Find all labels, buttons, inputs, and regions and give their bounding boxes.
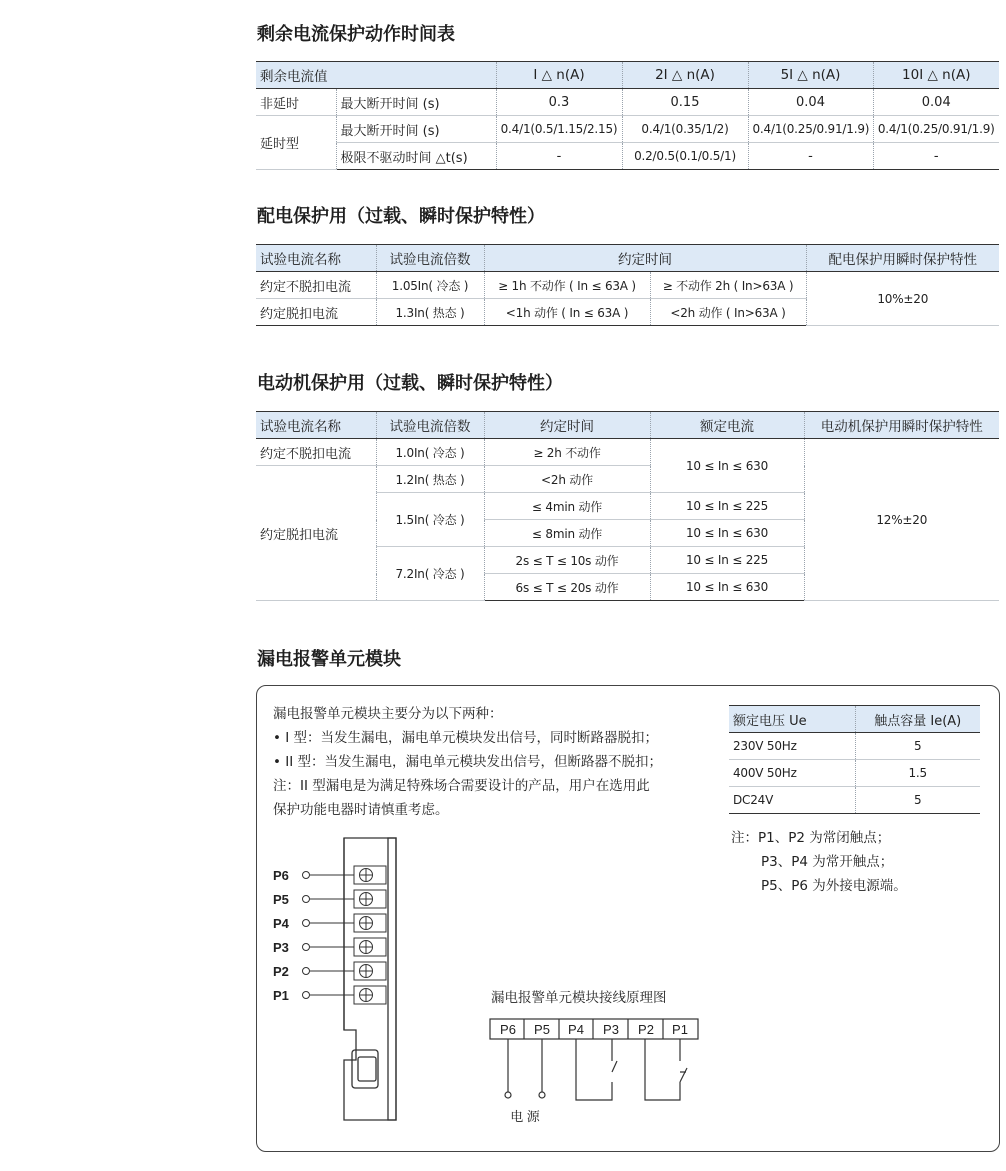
header-cell: 触点容量 Ie(A) — [855, 706, 980, 733]
terminal-label: P6 — [273, 868, 289, 883]
header-cell: I △ n(A) — [496, 62, 622, 89]
value-cell: 0.4/1(0.5/1.15/2.15) — [496, 116, 622, 143]
motor-protection-table — [256, 411, 999, 601]
current-multiple: 7.2In( 冷态 ) — [376, 547, 484, 601]
header-cell: 试验电流名称 — [256, 412, 376, 439]
note-line: P3、P4 为常开触点； — [761, 854, 894, 870]
time-cell: ≥ 2h 不动作 — [484, 439, 650, 466]
value-cell: 0.04 — [748, 89, 873, 116]
current-multiple: 1.5In( 冷态 ) — [376, 493, 484, 547]
terminal-label: P2 — [273, 964, 289, 979]
header-cell: 额定电流 — [650, 412, 804, 439]
alarm-intro-text — [273, 702, 662, 822]
time-cell: ≤ 4min 动作 — [484, 493, 650, 520]
header-cell: 10I △ n(A) — [873, 62, 999, 89]
instant-characteristic: 12%±20 — [804, 439, 999, 601]
instant-characteristic: 10%±20 — [806, 272, 999, 326]
rated-current: 10 ≤ In ≤ 630 — [650, 439, 804, 493]
normally-open-contact — [576, 1039, 617, 1100]
current-name: 约定不脱扣电流 — [256, 439, 376, 466]
current-name: 约定脱扣电流 — [256, 299, 376, 326]
contact-notes — [731, 826, 907, 898]
value-cell: - — [873, 143, 999, 170]
voltage-cell: 230V 50Hz — [729, 733, 855, 760]
note-line: 注：P1、P2 为常闭触点； — [731, 830, 891, 846]
header-cell: 2I △ n(A) — [622, 62, 748, 89]
value-cell: - — [748, 143, 873, 170]
alarm-section-title: 漏电报警单元模块 — [257, 649, 401, 670]
table-header-row — [256, 412, 999, 439]
time-cell: <2h 动作 ( In>63A ) — [650, 299, 806, 326]
current-multiple: 1.0In( 冷态 ) — [376, 439, 484, 466]
value-cell: 0.4/1(0.25/0.91/1.9) — [873, 116, 999, 143]
distribution-section-title: 配电保护用（过载、瞬时保护特性） — [257, 206, 545, 227]
current-multiple: 1.2In( 热态 ) — [376, 466, 484, 493]
power-label: 电 源 — [510, 1109, 540, 1124]
table-header-row — [256, 245, 999, 272]
table-row — [256, 272, 999, 299]
terminal-label: P4 — [273, 916, 289, 931]
rated-current: 10 ≤ In ≤ 630 — [650, 520, 804, 547]
table-header-row — [729, 706, 980, 733]
header-cell: 试验电流倍数 — [376, 245, 484, 272]
alarm-module-device-illustration — [260, 830, 420, 1130]
rcd-time-table — [256, 61, 999, 170]
terminal-label: P5 — [273, 892, 289, 907]
rated-current: 10 ≤ In ≤ 630 — [650, 574, 804, 601]
table-row — [729, 760, 980, 787]
header-cell: 试验电流名称 — [256, 245, 376, 272]
header-cell: 额定电压 Ue — [729, 706, 855, 733]
row-param: 最大断开时间 (s) — [336, 116, 496, 143]
header-cell: 约定时间 — [484, 245, 806, 272]
value-cell: 0.4/1(0.35/1/2) — [622, 116, 748, 143]
strip-label: P6 — [500, 1022, 516, 1037]
header-cell: 剩余电流值 — [256, 62, 496, 89]
normally-closed-contact — [645, 1039, 687, 1100]
current-multiple: 1.3In( 热态 ) — [376, 299, 484, 326]
header-cell: 约定时间 — [484, 412, 650, 439]
table-row — [256, 439, 999, 466]
distribution-protection-table — [256, 244, 999, 326]
intro-line: • II 型：当发生漏电，漏电单元模块发出信号，但断路器不脱扣； — [273, 754, 663, 770]
table-header-row — [256, 62, 999, 89]
table-row — [729, 733, 980, 760]
row-type: 延时型 — [256, 116, 336, 170]
value-cell: - — [496, 143, 622, 170]
row-param: 极限不驱动时间 △t(s) — [336, 143, 496, 170]
time-cell: <1h 动作 ( In ≤ 63A ) — [484, 299, 650, 326]
strip-label: P1 — [672, 1022, 688, 1037]
value-cell: 0.04 — [873, 89, 999, 116]
terminal-label: P1 — [273, 988, 289, 1003]
voltage-cell: 400V 50Hz — [729, 760, 855, 787]
rated-current: 10 ≤ In ≤ 225 — [650, 493, 804, 520]
note-line: P5、P6 为外接电源端。 — [761, 878, 907, 894]
row-param: 最大断开时间 (s) — [336, 89, 496, 116]
strip-label: P2 — [638, 1022, 654, 1037]
rated-current: 10 ≤ In ≤ 225 — [650, 547, 804, 574]
intro-line: 保护功能电器时请慎重考虑。 — [273, 802, 449, 818]
table-row — [729, 787, 980, 814]
table-row — [256, 89, 999, 116]
value-cell: 0.2/0.5(0.1/0.5/1) — [622, 143, 748, 170]
intro-line: 注：II 型漏电是为满足特殊场合需要设计的产品，用户在选用此 — [273, 778, 650, 794]
current-name: 约定脱扣电流 — [256, 466, 376, 601]
header-cell: 5I △ n(A) — [748, 62, 873, 89]
terminal-label: P3 — [273, 940, 289, 955]
capacity-cell: 5 — [855, 733, 980, 760]
time-cell: 6s ≤ T ≤ 20s 动作 — [484, 574, 650, 601]
rcd-section-title: 剩余电流保护动作时间表 — [257, 24, 455, 45]
value-cell: 0.4/1(0.25/0.91/1.9) — [748, 116, 873, 143]
device-edge — [388, 838, 396, 1120]
strip-label: P4 — [568, 1022, 584, 1037]
table-row — [256, 143, 999, 170]
row-type: 非延时 — [256, 89, 336, 116]
time-cell: 2s ≤ T ≤ 10s 动作 — [484, 547, 650, 574]
terminal-strip — [490, 1019, 698, 1039]
capacity-cell: 1.5 — [855, 760, 980, 787]
time-cell: ≥ 1h 不动作 ( In ≤ 63A ) — [484, 272, 650, 299]
time-cell: <2h 动作 — [484, 466, 650, 493]
intro-line: 漏电报警单元模块主要分为以下两种： — [273, 706, 503, 722]
time-cell: ≥ 不动作 2h ( In>63A ) — [650, 272, 806, 299]
wiring-diagram-title: 漏电报警单元模块接线原理图 — [491, 990, 667, 1006]
value-cell: 0.15 — [622, 89, 748, 116]
wiring-diagram — [480, 1010, 720, 1130]
table-row — [256, 116, 999, 143]
header-cell: 电动机保护用瞬时保护特性 — [804, 412, 999, 439]
header-cell: 配电保护用瞬时保护特性 — [806, 245, 999, 272]
value-cell: 0.3 — [496, 89, 622, 116]
motor-section-title: 电动机保护用（过载、瞬时保护特性） — [257, 373, 563, 394]
current-multiple: 1.05In( 冷态 ) — [376, 272, 484, 299]
capacity-cell: 5 — [855, 787, 980, 814]
strip-label: P3 — [603, 1022, 619, 1037]
voltage-capacity-table — [729, 705, 980, 814]
header-cell: 试验电流倍数 — [376, 412, 484, 439]
time-cell: ≤ 8min 动作 — [484, 520, 650, 547]
strip-label: P5 — [534, 1022, 550, 1037]
voltage-cell: DC24V — [729, 787, 855, 814]
current-name: 约定不脱扣电流 — [256, 272, 376, 299]
intro-line: • I 型：当发生漏电，漏电单元模块发出信号，同时断路器脱扣； — [273, 730, 659, 746]
